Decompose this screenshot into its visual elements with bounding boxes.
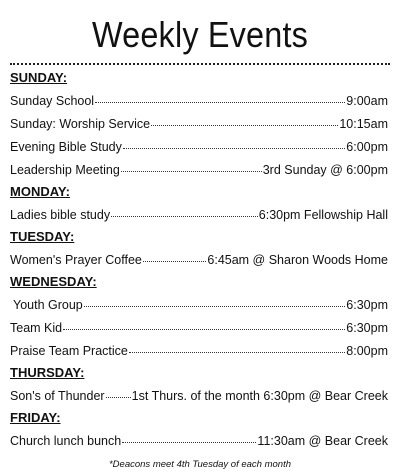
- day-heading: MONDAY:: [10, 184, 70, 199]
- event-time: 9:00am: [346, 94, 388, 108]
- event-name: Church lunch bunch: [10, 434, 122, 448]
- dotted-divider: [10, 63, 390, 65]
- event-time: 6:45am @ Sharon Woods Home: [207, 253, 388, 267]
- day-heading: WEDNESDAY:: [10, 274, 97, 289]
- day-heading: FRIDAY:: [10, 410, 61, 425]
- day-wednesday: [10, 272, 388, 361]
- event-name: Evening Bible Study: [10, 140, 122, 154]
- event-time: 8:00pm: [346, 344, 388, 358]
- dot-leader: [129, 336, 345, 353]
- day-heading: SUNDAY:: [10, 70, 68, 85]
- event-name: Sunday School: [10, 94, 95, 108]
- event-time: 6:30pm: [346, 298, 388, 312]
- event-name: Praise Team Practice: [10, 344, 128, 358]
- event-name: Son's of Thunder: [10, 389, 105, 403]
- event-row: [10, 292, 388, 315]
- dot-leader: [121, 155, 262, 172]
- event-time: 6:00pm: [346, 140, 388, 154]
- event-name: Ladies bible study: [10, 208, 111, 222]
- dot-leader: [106, 381, 131, 398]
- day-tuesday: [10, 227, 388, 270]
- event-time: 11:30am @ Bear Creek: [257, 434, 388, 448]
- event-row: [10, 315, 388, 338]
- event-row: [10, 338, 388, 361]
- event-row: [10, 428, 388, 451]
- day-friday: [10, 408, 388, 451]
- day-heading: TUESDAY:: [10, 229, 75, 244]
- dot-leader: [84, 290, 346, 307]
- event-row: [10, 383, 388, 406]
- event-time: 6:30pm: [346, 321, 388, 335]
- dot-leader: [151, 109, 338, 126]
- event-name: Leadership Meeting: [10, 163, 120, 177]
- dot-leader: [111, 200, 258, 217]
- event-row: [10, 202, 388, 225]
- dot-leader: [63, 313, 345, 330]
- page-title: Weekly Events: [91, 14, 309, 55]
- day-heading: THURSDAY:: [10, 365, 85, 380]
- event-name: Sunday: Worship Service: [10, 117, 151, 131]
- dot-leader: [123, 132, 345, 149]
- event-row: [10, 247, 388, 270]
- day-thursday: [10, 363, 388, 406]
- day-monday: [10, 182, 388, 225]
- event-name: Team Kid: [10, 321, 63, 335]
- footnote: *Deacons meet 4th Tuesday of each month: [108, 459, 291, 470]
- dot-leader: [95, 86, 345, 103]
- dot-leader: [143, 245, 207, 262]
- event-time: 3rd Sunday @ 6:00pm: [262, 163, 388, 177]
- event-name: Women's Prayer Coffee: [10, 253, 142, 267]
- event-row: [10, 88, 388, 111]
- schedule: [10, 66, 388, 451]
- dot-leader: [122, 426, 256, 443]
- event-name: Youth Group: [13, 298, 83, 312]
- event-row: [10, 134, 388, 157]
- event-time: 1st Thurs. of the month 6:30pm @ Bear Creek: [131, 389, 388, 403]
- event-row: [10, 157, 388, 180]
- event-time: 6:30pm Fellowship Hall: [258, 208, 388, 222]
- event-row: [10, 111, 388, 134]
- day-sunday: [10, 68, 388, 180]
- event-time: 10:15am: [339, 117, 388, 131]
